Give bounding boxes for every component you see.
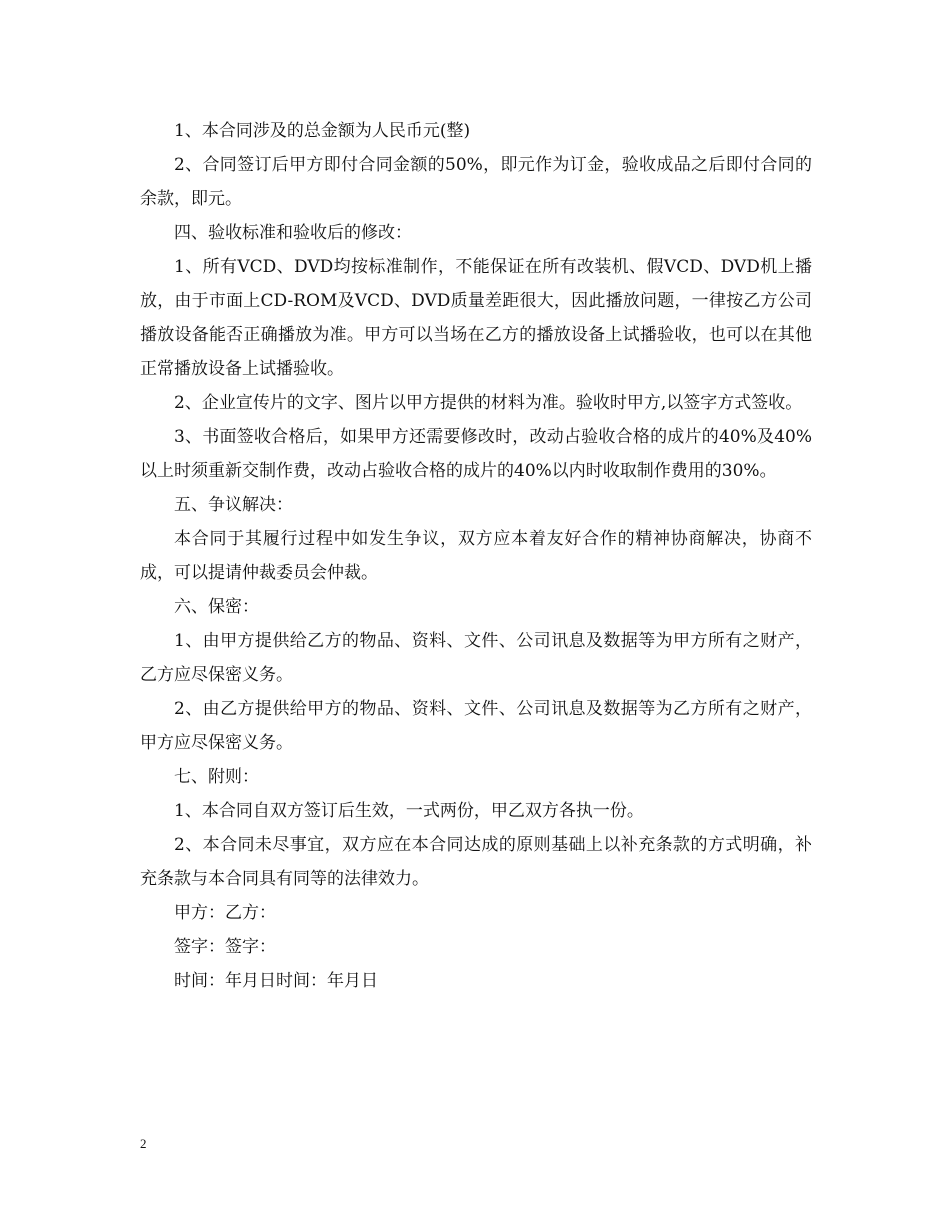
paragraph-acceptance-modification: 3、书面签收合格后，如果甲方还需要修改时，改动占验收合格的成片的40%及40%以上时须重新交制作费，改动占验收合格的成片的40%以内时收取制作费用的30%。 [140,427,812,481]
paragraph-confidentiality-party-b: 2、由乙方提供给甲方的物品、资料、文件、公司讯息及数据等为乙方所有之财产，甲方应尽保密义务。 [140,699,812,753]
paragraph-acceptance-materials: 2、企业宣传片的文字、图片以甲方提供的材料为准。验收时甲方,以签字方式签收。 [174,393,803,413]
paragraph-total-amount: 1、本合同涉及的总金额为人民币元(整) [174,121,471,141]
paragraph-confidentiality-party-a: 1、由甲方提供给乙方的物品、资料、文件、公司讯息及数据等为甲方所有之财产，乙方应尽保密义务。 [140,631,812,685]
section-heading-confidentiality: 六、保密： [174,597,259,617]
document-body [140,114,812,998]
page-number: 2 [140,1136,147,1151]
section-heading-dispute: 五、争议解决： [174,495,293,515]
signature-line-signatures: 签字：签字： [174,937,276,957]
section-heading-acceptance: 四、验收标准和验收后的修改： [174,223,412,243]
section-heading-supplementary: 七、附则： [174,767,259,787]
paragraph-effective: 1、本合同自双方签订后生效，一式两份，甲乙双方各执一份。 [174,801,644,821]
signature-line-dates: 时间：年月日时间：年月日 [174,971,378,991]
paragraph-acceptance-playback: 1、所有VCD、DVD均按标准制作，不能保证在所有改装机、假VCD、DVD机上播放，由于市面上CD-ROM及VCD、DVD质量差距很大，因此播放问题，一律按乙方公司播放设备能否正确播放为准。甲方可以当场在乙方的播放设备上试播验收，也可以在其他正常播放设备上试播验收。 [140,257,812,379]
paragraph-supplementary-terms: 2、本合同未尽事宜，双方应在本合同达成的原则基础上以补充条款的方式明确，补充条款与本合同具有同等的法律效力。 [140,835,812,889]
paragraph-payment-terms: 2、合同签订后甲方即付合同金额的50%，即元作为订金，验收成品之后即付合同的余款，即元。 [140,155,812,209]
paragraph-dispute-resolution: 本合同于其履行过程中如发生争议，双方应本着友好合作的精神协商解决，协商不成，可以提请仲裁委员会仲裁。 [140,529,812,583]
signature-line-parties: 甲方：乙方： [174,903,276,923]
